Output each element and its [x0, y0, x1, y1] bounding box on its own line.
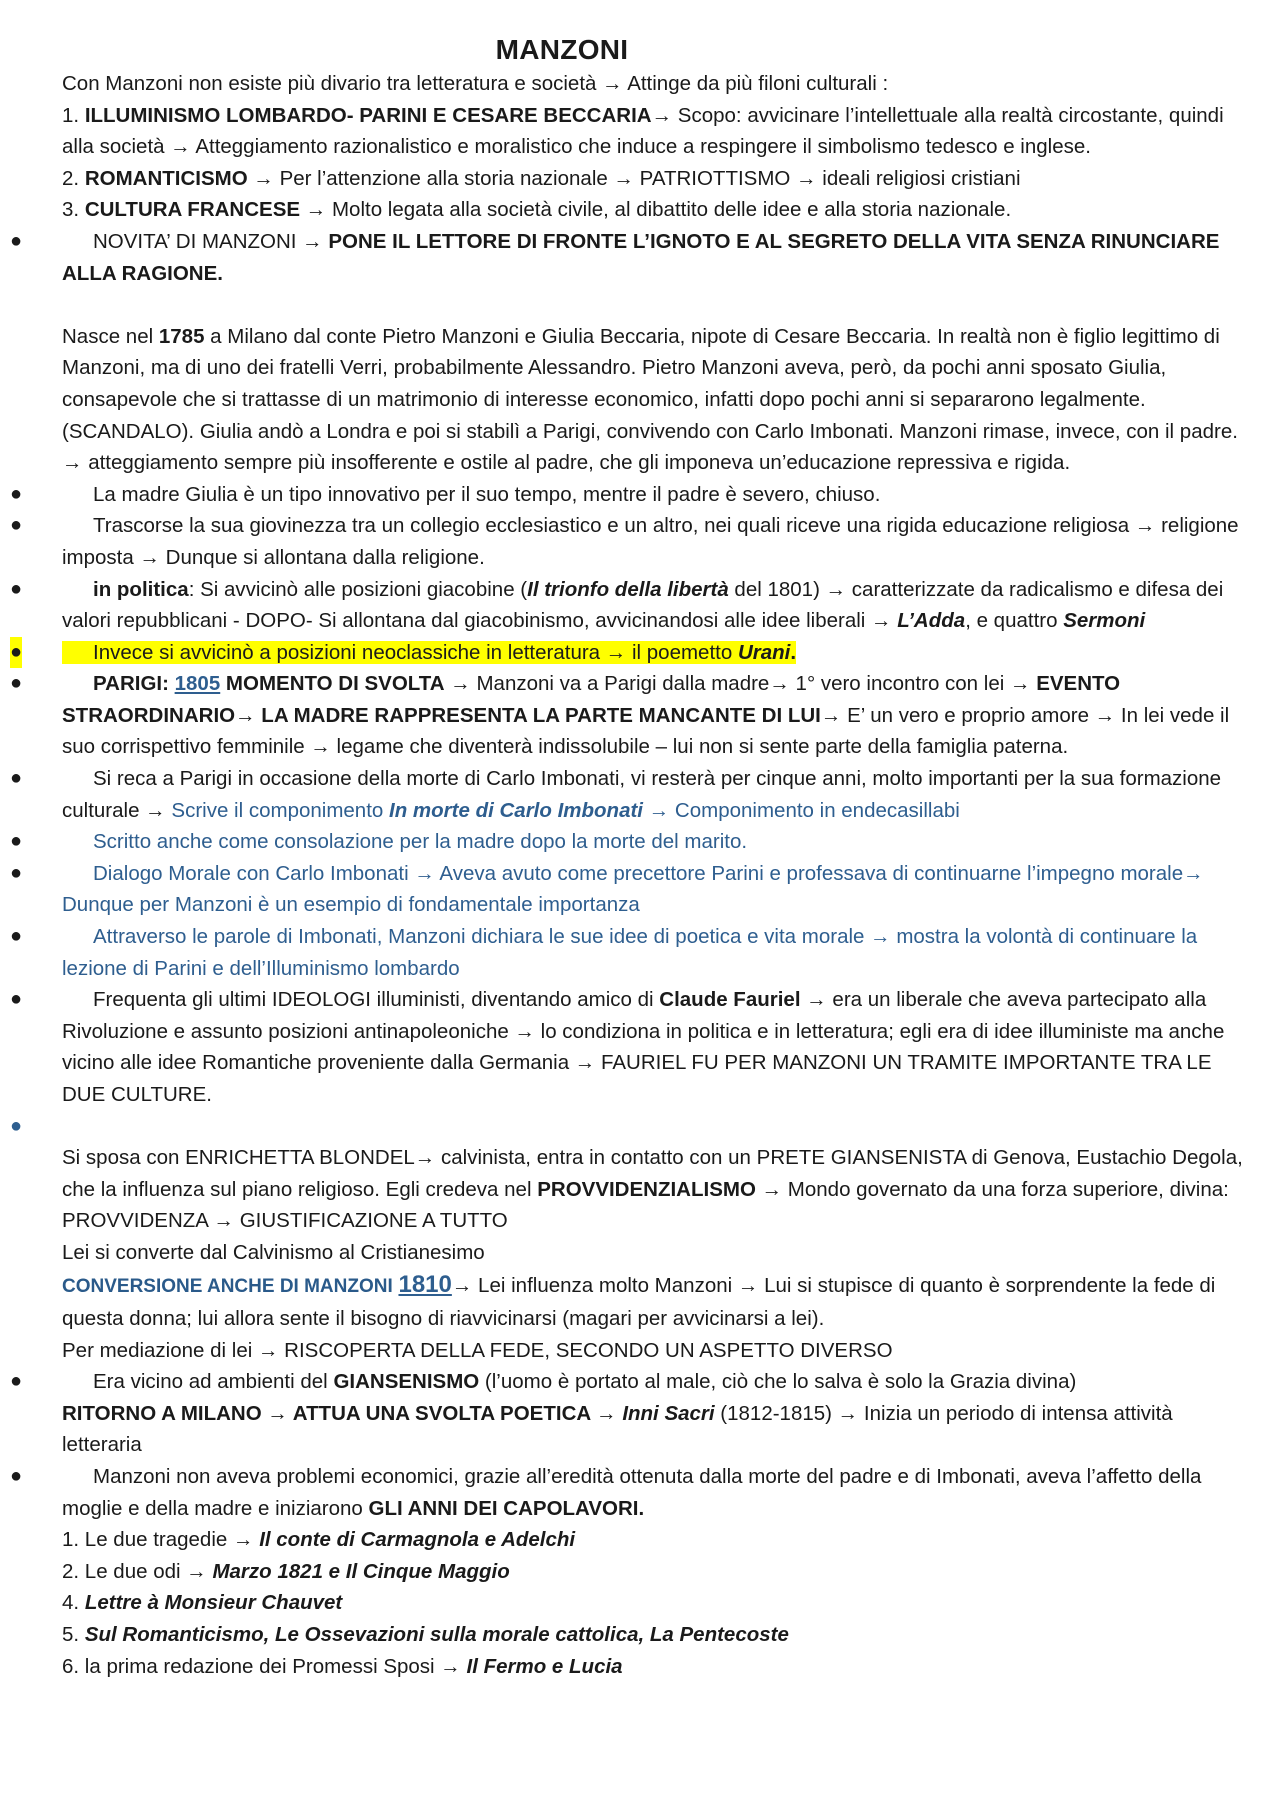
- bullet-giovinezza: ● Trascorse la sua giovinezza tra un collegio ecclesiastico e un altro, nei quali riceve una rigida educazione religiosa → religione imposta → Dunque si allontana dalla religione.: [62, 510, 1252, 573]
- mediazione-line: Per mediazione di lei → RISCOPERTA DELLA FEDE, SECONDO UN ASPETTO DIVERSO: [62, 1338, 893, 1362]
- bullet-dialogo: ● Dialogo Morale con Carlo Imbonati → Aveva avuto come precettore Parini e professava di continuarne l’impegno morale→ Dunque per Manzoni è un esempio di fondamentale importanza: [62, 858, 1252, 921]
- capolavoro-2: 2. Le due odi → Marzo 1821 e Il Cinque Maggio: [62, 1559, 510, 1583]
- conversione-year: 1810: [398, 1270, 452, 1298]
- bullet-icon: ●: [10, 1464, 23, 1487]
- converte-line: Lei si converte dal Calvinismo al Cristianesimo: [62, 1240, 485, 1264]
- bullet-icon: ●: [10, 830, 23, 853]
- capolavoro-5: 5. Sul Romanticismo, Le Ossevazioni sulla morale cattolica, La Pentecoste: [62, 1622, 789, 1646]
- capolavoro-6: 6. la prima redazione dei Promessi Sposi → Il Fermo e Lucia: [62, 1654, 623, 1678]
- bullet-icon: ●: [10, 925, 23, 948]
- filone-1: 1. ILLUMINISMO LOMBARDO- PARINI E CESARE BECCARIA→ Scopo: avvicinare l’intellettuale alla realtà circostante, quindi alla società → Atteggiamento razionalistico e moralistico che induce a respingere il simbolismo tedesco e inglese.: [62, 103, 1224, 159]
- bullet-icon: ●: [10, 1114, 23, 1137]
- bullet-madre: ● La madre Giulia è un tipo innovativo per il suo tempo, mentre il padre è severo, chiuso.: [62, 479, 1252, 511]
- filone-2: 2. ROMANTICISMO → Per l’attenzione alla storia nazionale → PATRIOTTISMO → ideali religiosi cristiani: [62, 166, 1021, 190]
- bullet-icon: ●: [10, 229, 23, 252]
- bullet-politica: ● in politica: Si avvicinò alle posizioni giacobine (Il trionfo della libertà del 1801) → caratterizzate da radicalismo e difesa dei valori repubblicani - DOPO- Si allontana dal giacobinismo, avvicinandosi alle idee liberali → L’Adda, e quattro Sermoni: [62, 574, 1252, 637]
- bullet-empty: [10, 1111, 1252, 1143]
- bullet-icon: ●: [10, 672, 23, 695]
- novita-bullet: ● NOVITA’ DI MANZONI → PONE IL LETTORE DI FRONTE L’IGNOTO E AL SEGRETO DELLA VITA SENZA RINUNCIARE ALLA RAGIONE.: [62, 226, 1252, 289]
- bullet-icon: ●: [10, 637, 22, 669]
- parigi-year: 1805: [174, 672, 221, 696]
- bullet-economici: ● Manzoni non aveva problemi economici, grazie all’eredità ottenuta dalla morte del padre e di Imbonati, aveva l’affetto della moglie e della madre e iniziarono GLI ANNI DEI CAPOLAVORI.: [62, 1461, 1252, 1524]
- bullet-parigi: ● PARIGI: 1805 MOMENTO DI SVOLTA → Manzoni va a Parigi dalla madre→ 1° vero incontro con lei → EVENTO STRAORDINARIO→ LA MADRE RAPPRESENTA LA PARTE MANCANTE DI LUI→ E’ un vero e proprio amore → In lei vede il suo corrispettivo femminile → legame che diventerà indissolubile – lui non si sente parte della famiglia paterna.: [62, 668, 1252, 763]
- ritorno-paragraph: RITORNO A MILANO → ATTUA UNA SVOLTA POETICA → Inni Sacri (1812-1815) → Inizia un periodo di intensa attività letteraria: [62, 1401, 1173, 1457]
- bullet-icon: ●: [10, 767, 23, 790]
- bullet-icon: ●: [10, 577, 23, 600]
- bullet-consolazione: ● Scritto anche come consolazione per la madre dopo la morte del marito.: [62, 826, 1252, 858]
- sposa-paragraph: Si sposa con ENRICHETTA BLONDEL→ calvinista, entra in contatto con un PRETE GIANSENISTA di Genova, Eustachio Degola, che la influenza sul piano religioso. Egli credeva nel PROVVIDENZIALISMO → Mondo governato da una forza superiore, divina: PROVVIDENZA → GIUSTIFICAZIONE A TUTTO: [62, 1146, 1243, 1233]
- document-page: [10, 34, 1252, 1682]
- bullet-icon: ●: [10, 861, 23, 884]
- bullet-neoclassiche: ● Invece si avvicinò a posizioni neoclassiche in letteratura → il poemetto Urani.: [62, 637, 1252, 669]
- bullet-icon: ●: [10, 1370, 23, 1393]
- bullet-icon: ●: [10, 988, 23, 1011]
- conversione-paragraph: CONVERSIONE ANCHE DI MANZONI 1810→ Lei influenza molto Manzoni → Lui si stupisce di quanto è sorprendente la fede di questa donna; lui allora sente il bisogno di riavvicinarsi (magari per avvicinarsi a lei).: [62, 1270, 1216, 1330]
- capolavoro-1: 1. Le due tragedie → Il conte di Carmagnola e Adelchi: [62, 1528, 576, 1552]
- bio-paragraph: Nasce nel 1785 a Milano dal conte Pietro Manzoni e Giulia Beccaria, nipote di Cesare Beccaria. In realtà non è figlio legittimo di Manzoni, ma di uno dei fratelli Verri, probabilmente Alessandro. Pietro Manzoni aveva, però, da pochi anni sposato Giulia, consapevole che si trattasse di un matrimonio di interesse economico, infatti dopo pochi anni si separarono legalmente. (SCANDALO). Giulia andò a Londra e poi si stabilì a Parigi, convivendo con Carlo Imbonati. Manzoni rimase, invece, con il padre. → atteggiamento sempre più insofferente e ostile al padre, che gli imponeva un’educazione repressiva e rigida.: [62, 324, 1238, 475]
- bullet-imbonati: ● Si reca a Parigi in occasione della morte di Carlo Imbonati, vi resterà per cinque anni, molto importanti per la sua formazione culturale → Scrive il componimento In morte di Carlo Imbonati → Componimento in endecasillabi: [62, 763, 1252, 826]
- capolavoro-4: 4. Lettre à Monsieur Chauvet: [62, 1591, 343, 1615]
- bullet-icon: ●: [10, 482, 23, 505]
- bullet-ideologi: ● Frequenta gli ultimi IDEOLOGI illuministi, diventando amico di Claude Fauriel → era un liberale che aveva partecipato alla Rivoluzione e assunto posizioni antinapoleoniche → lo condiziona in politica e in letteratura; egli era di idee illuministe ma anche vicino alle idee Romantiche proveniente dalla Germania → FAURIEL FU PER MANZONI UN TRAMITE IMPORTANTE TRA LE DUE CULTURE.: [62, 984, 1252, 1110]
- bullet-icon: ●: [10, 514, 23, 537]
- page-title: MANZONI: [495, 34, 629, 65]
- bullet-giansenismo: ● Era vicino ad ambienti del GIANSENISMO (l’uomo è portato al male, ciò che lo salva è solo la Grazia divina): [62, 1366, 1252, 1398]
- intro-line: Con Manzoni non esiste più divario tra letteratura e società → Attinge da più filoni culturali :: [62, 72, 889, 95]
- filone-3: 3. CULTURA FRANCESE → Molto legata alla società civile, al dibattito delle idee e alla storia nazionale.: [62, 198, 1012, 222]
- bullet-parole: ● Attraverso le parole di Imbonati, Manzoni dichiara le sue idee di poetica e vita morale → mostra la volontà di continuare la lezione di Parini e dell’Illuminismo lombardo: [62, 921, 1252, 984]
